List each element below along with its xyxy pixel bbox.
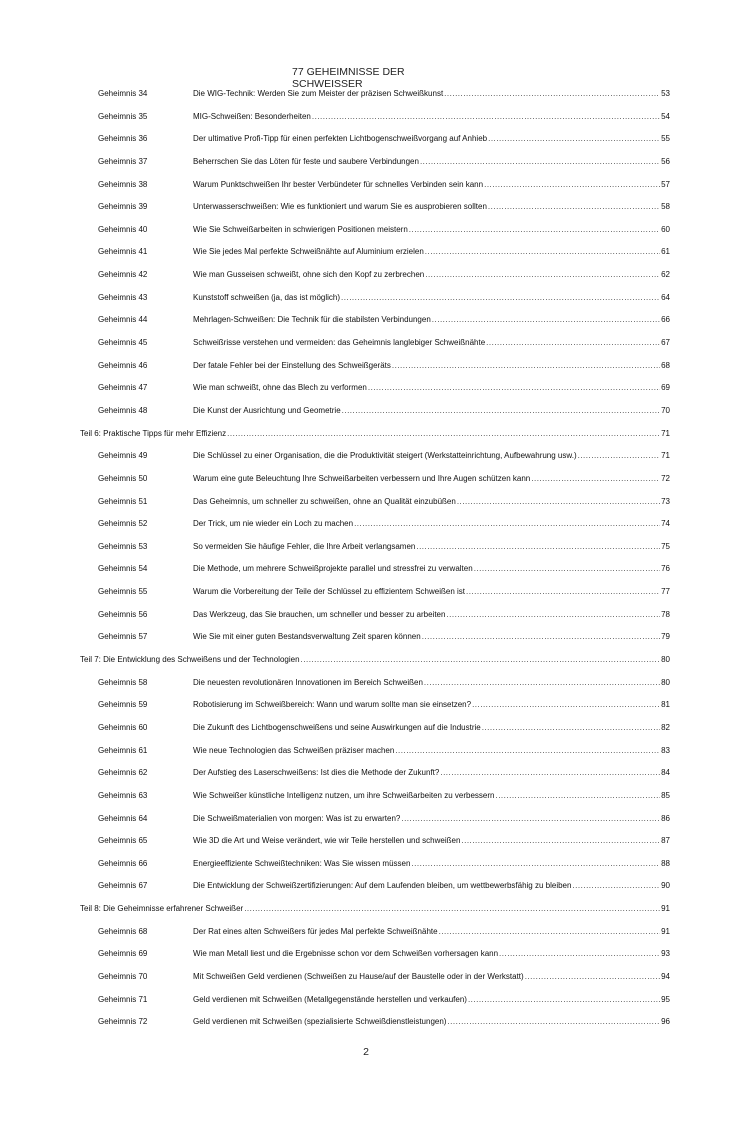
toc-entry-title: Robotisierung im Schweißbereich: Wann und warum sollte man sie einsetzen? bbox=[193, 700, 472, 710]
toc-entry[interactable] bbox=[0, 357, 750, 375]
toc-entry-label: Geheimnis 39 bbox=[98, 202, 148, 212]
page-header-title: 77 GEHEIMNISSE DER SCHWEISSER bbox=[292, 66, 405, 90]
toc-entry-label: Geheimnis 49 bbox=[98, 451, 148, 461]
toc-dot-leader bbox=[227, 425, 660, 443]
toc-entry-label: Geheimnis 44 bbox=[98, 315, 148, 325]
toc-entry-label: Geheimnis 42 bbox=[98, 270, 148, 280]
toc-dot-leader bbox=[439, 923, 661, 941]
toc-entry[interactable] bbox=[0, 855, 750, 873]
toc-entry[interactable] bbox=[0, 176, 750, 194]
toc-dot-leader bbox=[354, 515, 660, 533]
toc-entry[interactable] bbox=[0, 198, 750, 216]
toc-entry-page: 69 bbox=[661, 383, 670, 393]
toc-entry-label: Geheimnis 59 bbox=[98, 700, 148, 710]
toc-entry-line bbox=[193, 674, 670, 692]
toc-entry[interactable] bbox=[0, 130, 750, 148]
toc-entry-title: Mit Schweißen Geld verdienen (Schweißen zu Hause/auf der Baustelle oder in der Werkstatt) bbox=[193, 971, 524, 981]
toc-entry-label: Geheimnis 70 bbox=[98, 971, 148, 981]
toc-entry-page: 62 bbox=[661, 270, 670, 280]
toc-entry-line bbox=[193, 379, 670, 397]
toc-entry[interactable] bbox=[0, 764, 750, 782]
toc-entry-page: 73 bbox=[661, 496, 670, 506]
toc-entry-page: 71 bbox=[661, 428, 670, 438]
toc-dot-leader bbox=[416, 538, 660, 556]
toc-part-heading[interactable] bbox=[0, 651, 750, 669]
toc-entry-label: Geheimnis 57 bbox=[98, 632, 148, 642]
toc-dot-leader bbox=[440, 764, 660, 782]
toc-entry-page: 80 bbox=[661, 677, 670, 687]
toc-entry-label: Geheimnis 61 bbox=[98, 745, 148, 755]
toc-entry-line bbox=[193, 560, 670, 578]
toc-entry-title: Unterwasserschweißen: Wie es funktioniert und warum Sie es ausprobieren sollten bbox=[193, 202, 487, 212]
toc-dot-leader bbox=[488, 130, 660, 148]
toc-entry-label: Geheimnis 36 bbox=[98, 134, 148, 144]
toc-dot-leader bbox=[474, 560, 660, 578]
toc-entry[interactable] bbox=[0, 538, 750, 556]
toc-entry-line bbox=[193, 696, 670, 714]
toc-entry[interactable] bbox=[0, 447, 750, 465]
toc-entry-label: Geheimnis 63 bbox=[98, 790, 148, 800]
toc-entry-page: 57 bbox=[661, 179, 670, 189]
toc-entry-title: Der Aufstieg des Laserschweißens: Ist dies die Methode der Zukunft? bbox=[193, 768, 440, 778]
toc-entry-label: Geheimnis 48 bbox=[98, 405, 148, 415]
toc-entry-title: Der Trick, um nie wieder ein Loch zu machen bbox=[193, 519, 354, 529]
toc-entry-page: 70 bbox=[661, 405, 670, 415]
toc-dot-leader bbox=[578, 447, 660, 465]
toc-entry-page: 91 bbox=[661, 926, 670, 936]
toc-entry-line bbox=[193, 198, 670, 216]
toc-entry-page: 80 bbox=[661, 655, 670, 665]
toc-entry-line bbox=[193, 334, 670, 352]
toc-entry-title: Die Schweißmaterialien von morgen: Was ist zu erwarten? bbox=[193, 813, 401, 823]
toc-entry[interactable] bbox=[0, 266, 750, 284]
toc-entry-page: 83 bbox=[661, 745, 670, 755]
toc-entry-line bbox=[193, 493, 670, 511]
toc-entry-label: Geheimnis 55 bbox=[98, 587, 148, 597]
toc-entry-label: Geheimnis 68 bbox=[98, 926, 148, 936]
toc-dot-leader bbox=[495, 787, 660, 805]
toc-entry-page: 77 bbox=[661, 587, 670, 597]
toc-entry-title: Warum Punktschweißen Ihr bester Verbündeter für schnelles Verbinden sein kann bbox=[193, 179, 484, 189]
toc-dot-leader bbox=[466, 583, 660, 601]
toc-entry[interactable] bbox=[0, 108, 750, 126]
toc-part-heading[interactable] bbox=[0, 900, 750, 918]
toc-entry[interactable] bbox=[0, 674, 750, 692]
toc-entry[interactable] bbox=[0, 221, 750, 239]
toc-dot-leader bbox=[368, 379, 660, 397]
table-of-contents bbox=[0, 85, 750, 1036]
toc-entry-label: Geheimnis 58 bbox=[98, 677, 148, 687]
toc-entry-title: Wie Schweißer künstliche Intelligenz nutzen, um ihre Schweißarbeiten zu verbessern bbox=[193, 790, 495, 800]
toc-entry-title: Wie man Metall liest und die Ergebnisse schon vor dem Schweißen vorhersagen kann bbox=[193, 949, 499, 959]
toc-entry-page: 55 bbox=[661, 134, 670, 144]
toc-entry-page: 71 bbox=[661, 451, 670, 461]
toc-entry-line bbox=[193, 357, 670, 375]
toc-dot-leader bbox=[447, 1013, 660, 1031]
toc-entry-label: Geheimnis 62 bbox=[98, 768, 148, 778]
toc-entry-title: Teil 7: Die Entwicklung des Schweißens und der Technologien bbox=[80, 655, 300, 665]
toc-entry-line bbox=[193, 742, 670, 760]
toc-dot-leader bbox=[244, 900, 660, 918]
toc-entry[interactable] bbox=[0, 1013, 750, 1031]
toc-entry-line bbox=[193, 877, 670, 895]
toc-entry-line bbox=[193, 243, 670, 261]
toc-entry-page: 96 bbox=[661, 1017, 670, 1027]
toc-entry-label: Geheimnis 53 bbox=[98, 541, 148, 551]
toc-entry-line bbox=[193, 470, 670, 488]
toc-entry-title: Wie neue Technologien das Schweißen präziser machen bbox=[193, 745, 395, 755]
toc-dot-leader bbox=[468, 991, 660, 1009]
toc-entry[interactable] bbox=[0, 243, 750, 261]
toc-dot-leader bbox=[531, 470, 660, 488]
toc-entry-line bbox=[193, 108, 670, 126]
toc-entry-label: Geheimnis 47 bbox=[98, 383, 148, 393]
toc-entry-label: Geheimnis 72 bbox=[98, 1017, 148, 1027]
toc-entry[interactable] bbox=[0, 560, 750, 578]
toc-entry-line bbox=[193, 447, 670, 465]
toc-entry-label: Geheimnis 35 bbox=[98, 111, 148, 121]
toc-entry-line bbox=[193, 130, 670, 148]
toc-entry-title: Wie 3D die Art und Weise verändert, wie wir Teile herstellen und schweißen bbox=[193, 836, 461, 846]
toc-entry[interactable] bbox=[0, 85, 750, 103]
toc-entry-label: Geheimnis 38 bbox=[98, 179, 148, 189]
toc-entry-page: 68 bbox=[661, 360, 670, 370]
toc-dot-leader bbox=[342, 402, 660, 420]
toc-dot-leader bbox=[341, 289, 660, 307]
toc-dot-leader bbox=[409, 221, 660, 239]
toc-entry[interactable] bbox=[0, 923, 750, 941]
toc-entry-label: Geheimnis 54 bbox=[98, 564, 148, 574]
toc-entry-title: Geld verdienen mit Schweißen (spezialisierte Schweißdienstleistungen) bbox=[193, 1017, 447, 1027]
toc-entry-page: 56 bbox=[661, 156, 670, 166]
toc-entry-page: 67 bbox=[661, 338, 670, 348]
toc-entry-line bbox=[193, 221, 670, 239]
toc-dot-leader bbox=[488, 198, 660, 216]
toc-entry-title: Der ultimative Profi-Tipp für einen perfekten Lichtbogenschweißvorgang auf Anhieb bbox=[193, 134, 488, 144]
toc-entry-title: Beherrschen Sie das Löten für feste und saubere Verbindungen bbox=[193, 156, 419, 166]
toc-entry-page: 90 bbox=[661, 881, 670, 891]
toc-entry[interactable] bbox=[0, 153, 750, 171]
toc-entry-line bbox=[80, 651, 670, 669]
toc-entry-title: Wie man Gusseisen schweißt, ohne sich den Kopf zu zerbrechen bbox=[193, 270, 425, 280]
toc-entry[interactable] bbox=[0, 334, 750, 352]
toc-dot-leader bbox=[472, 696, 660, 714]
toc-entry[interactable] bbox=[0, 742, 750, 760]
toc-entry-title: Wie Sie mit einer guten Bestandsverwaltung Zeit sparen können bbox=[193, 632, 421, 642]
toc-entry[interactable] bbox=[0, 583, 750, 601]
toc-entry-title: Die Methode, um mehrere Schweißprojekte parallel und stressfrei zu verwalten bbox=[193, 564, 473, 574]
toc-dot-leader bbox=[425, 243, 660, 261]
toc-entry[interactable] bbox=[0, 289, 750, 307]
toc-entry-page: 91 bbox=[661, 904, 670, 914]
toc-entry-title: Die Kunst der Ausrichtung und Geometrie bbox=[193, 405, 341, 415]
toc-entry-page: 72 bbox=[661, 473, 670, 483]
toc-entry[interactable] bbox=[0, 402, 750, 420]
toc-entry-page: 75 bbox=[661, 541, 670, 551]
toc-dot-leader bbox=[499, 945, 660, 963]
toc-entry-page: 66 bbox=[661, 315, 670, 325]
toc-entry-line bbox=[193, 719, 670, 737]
toc-entry-page: 54 bbox=[661, 111, 670, 121]
toc-entry-title: Wie man schweißt, ohne das Blech zu verformen bbox=[193, 383, 367, 393]
toc-entry-line bbox=[193, 945, 670, 963]
toc-dot-leader bbox=[482, 719, 660, 737]
toc-entry-line bbox=[193, 538, 670, 556]
toc-entry-page: 94 bbox=[661, 971, 670, 981]
toc-dot-leader bbox=[301, 651, 661, 669]
toc-entry-title: Warum die Vorbereitung der Teile der Schlüssel zu effizientem Schweißen ist bbox=[193, 587, 465, 597]
toc-entry-title: Teil 6: Praktische Tipps für mehr Effizienz bbox=[80, 428, 227, 438]
toc-entry-line bbox=[193, 583, 670, 601]
toc-entry-title: Der fatale Fehler bei der Einstellung des Schweißgeräts bbox=[193, 360, 391, 370]
toc-entry-page: 79 bbox=[661, 632, 670, 642]
toc-entry-line bbox=[193, 176, 670, 194]
toc-entry-label: Geheimnis 50 bbox=[98, 473, 148, 483]
toc-entry-title: Mehrlagen-Schweißen: Die Technik für die stabilsten Verbindungen bbox=[193, 315, 431, 325]
toc-entry-line bbox=[193, 810, 670, 828]
toc-dot-leader bbox=[424, 674, 660, 692]
toc-entry-page: 74 bbox=[661, 519, 670, 529]
toc-entry[interactable] bbox=[0, 877, 750, 895]
toc-entry-page: 88 bbox=[661, 858, 670, 868]
toc-entry-page: 60 bbox=[661, 224, 670, 234]
toc-dot-leader bbox=[312, 108, 660, 126]
page-number: 2 bbox=[363, 1046, 369, 1058]
toc-dot-leader bbox=[444, 85, 660, 103]
toc-entry-line bbox=[193, 764, 670, 782]
toc-entry-title: Die Zukunft des Lichtbogenschweißens und seine Auswirkungen auf die Industrie bbox=[193, 722, 481, 732]
toc-entry-label: Geheimnis 45 bbox=[98, 338, 148, 348]
toc-entry-title: Der Rat eines alten Schweißers für jedes Mal perfekte Schweißnähte bbox=[193, 926, 438, 936]
toc-entry-label: Geheimnis 52 bbox=[98, 519, 148, 529]
toc-entry-line bbox=[193, 787, 670, 805]
toc-dot-leader bbox=[392, 357, 660, 375]
toc-entry-page: 64 bbox=[661, 292, 670, 302]
toc-entry[interactable] bbox=[0, 810, 750, 828]
toc-entry-label: Geheimnis 65 bbox=[98, 836, 148, 846]
toc-entry-page: 93 bbox=[661, 949, 670, 959]
toc-entry-title: Das Werkzeug, das Sie brauchen, um schneller und besser zu arbeiten bbox=[193, 609, 446, 619]
toc-entry-title: Die WIG-Technik: Werden Sie zum Meister der präzisen Schweißkunst bbox=[193, 89, 444, 98]
toc-entry[interactable] bbox=[0, 719, 750, 737]
toc-entry-label: Geheimnis 60 bbox=[98, 722, 148, 732]
toc-entry-page: 76 bbox=[661, 564, 670, 574]
toc-entry-line bbox=[193, 153, 670, 171]
toc-entry-label: Geheimnis 34 bbox=[98, 89, 148, 98]
toc-entry[interactable] bbox=[0, 832, 750, 850]
toc-entry-title: Warum eine gute Beleuchtung Ihre Schweißarbeiten verbessern und Ihre Augen schützen kann bbox=[193, 473, 531, 483]
toc-dot-leader bbox=[420, 153, 660, 171]
toc-entry-label: Geheimnis 56 bbox=[98, 609, 148, 619]
toc-entry[interactable] bbox=[0, 945, 750, 963]
toc-entry-title: So vermeiden Sie häufige Fehler, die Ihre Arbeit verlangsamen bbox=[193, 541, 416, 551]
toc-entry-line bbox=[193, 968, 670, 986]
toc-entry-label: Geheimnis 51 bbox=[98, 496, 148, 506]
toc-entry-label: Geheimnis 41 bbox=[98, 247, 148, 257]
toc-entry[interactable] bbox=[0, 311, 750, 329]
toc-entry-label: Geheimnis 69 bbox=[98, 949, 148, 959]
toc-entry-label: Geheimnis 66 bbox=[98, 858, 148, 868]
toc-entry-label: Geheimnis 46 bbox=[98, 360, 148, 370]
toc-entry-page: 78 bbox=[661, 609, 670, 619]
toc-entry-line bbox=[193, 606, 670, 624]
toc-entry-title: Kunststoff schweißen (ja, das ist möglich) bbox=[193, 292, 341, 302]
toc-entry-title: Die neuesten revolutionären Innovationen im Bereich Schweißen bbox=[193, 677, 423, 687]
toc-entry-title: Wie Sie jedes Mal perfekte Schweißnähte auf Aluminium erzielen bbox=[193, 247, 424, 257]
toc-entry-page: 61 bbox=[661, 247, 670, 257]
toc-entry-line bbox=[80, 900, 670, 918]
toc-entry-label: Geheimnis 67 bbox=[98, 881, 148, 891]
toc-entry-page: 84 bbox=[661, 768, 670, 778]
toc-entry-line bbox=[193, 85, 670, 103]
toc-entry[interactable] bbox=[0, 696, 750, 714]
toc-dot-leader bbox=[486, 334, 660, 352]
toc-dot-leader bbox=[422, 628, 660, 646]
toc-entry[interactable] bbox=[0, 606, 750, 624]
toc-entry-page: 95 bbox=[661, 994, 670, 1004]
toc-entry-line bbox=[193, 515, 670, 533]
toc-entry-label: Geheimnis 71 bbox=[98, 994, 148, 1004]
toc-part-heading[interactable] bbox=[0, 425, 750, 443]
toc-entry-title: Die Schlüssel zu einer Organisation, die die Produktivität steigert (Werkstatteinrichtung, Aufbewahrung usw.) bbox=[193, 451, 577, 461]
toc-dot-leader bbox=[432, 311, 660, 329]
toc-entry-page: 87 bbox=[661, 836, 670, 846]
toc-entry-label: Geheimnis 37 bbox=[98, 156, 148, 166]
toc-entry-label: Geheimnis 40 bbox=[98, 224, 148, 234]
toc-entry-line bbox=[193, 628, 670, 646]
toc-entry-title: Geld verdienen mit Schweißen (Metallgegenstände herstellen und verkaufen) bbox=[193, 994, 467, 1004]
toc-dot-leader bbox=[525, 968, 660, 986]
toc-dot-leader bbox=[446, 606, 660, 624]
toc-entry-title: Die Entwicklung der Schweißzertifizierungen: Auf dem Laufenden bleiben, um wettbewerbsfähig zu bleiben bbox=[193, 881, 572, 891]
toc-dot-leader bbox=[484, 176, 660, 194]
toc-entry-label: Geheimnis 64 bbox=[98, 813, 148, 823]
toc-dot-leader bbox=[457, 493, 660, 511]
toc-entry-line bbox=[193, 1013, 670, 1031]
toc-entry-line bbox=[193, 266, 670, 284]
toc-dot-leader bbox=[425, 266, 660, 284]
toc-entry-line bbox=[193, 923, 670, 941]
toc-entry-title: Energieeffiziente Schweißtechniken: Was Sie wissen müssen bbox=[193, 858, 411, 868]
toc-entry-line bbox=[193, 311, 670, 329]
toc-entry-label: Geheimnis 43 bbox=[98, 292, 148, 302]
toc-entry-page: 82 bbox=[661, 722, 670, 732]
toc-entry-title: MIG-Schweißen: Besonderheiten bbox=[193, 111, 311, 121]
toc-entry-page: 85 bbox=[661, 790, 670, 800]
toc-dot-leader bbox=[572, 877, 660, 895]
toc-entry-title: Wie Sie Schweißarbeiten in schwierigen Positionen meistern bbox=[193, 224, 408, 234]
toc-entry-page: 58 bbox=[661, 202, 670, 212]
toc-entry-line bbox=[80, 425, 670, 443]
toc-entry[interactable] bbox=[0, 379, 750, 397]
toc-dot-leader bbox=[395, 742, 660, 760]
toc-dot-leader bbox=[461, 832, 660, 850]
toc-entry-line bbox=[193, 289, 670, 307]
toc-entry-page: 81 bbox=[661, 700, 670, 710]
toc-entry-page: 53 bbox=[661, 89, 670, 98]
toc-entry[interactable] bbox=[0, 515, 750, 533]
toc-entry[interactable] bbox=[0, 628, 750, 646]
toc-entry[interactable] bbox=[0, 787, 750, 805]
toc-dot-leader bbox=[411, 855, 660, 873]
toc-entry[interactable] bbox=[0, 991, 750, 1009]
toc-entry-page: 86 bbox=[661, 813, 670, 823]
toc-entry-title: Schweißrisse verstehen und vermeiden: das Geheimnis langlebiger Schweißnähte bbox=[193, 338, 486, 348]
toc-entry-title: Teil 8: Die Geheimnisse erfahrener Schweißer bbox=[80, 904, 244, 914]
toc-entry-line bbox=[193, 402, 670, 420]
toc-entry-line bbox=[193, 855, 670, 873]
toc-dot-leader bbox=[401, 810, 660, 828]
toc-entry-title: Das Geheimnis, um schneller zu schweißen, ohne an Qualität einzubüßen bbox=[193, 496, 456, 506]
toc-entry-line bbox=[193, 832, 670, 850]
toc-entry-line bbox=[193, 991, 670, 1009]
toc-entry[interactable] bbox=[0, 493, 750, 511]
toc-entry[interactable] bbox=[0, 470, 750, 488]
toc-entry[interactable] bbox=[0, 968, 750, 986]
